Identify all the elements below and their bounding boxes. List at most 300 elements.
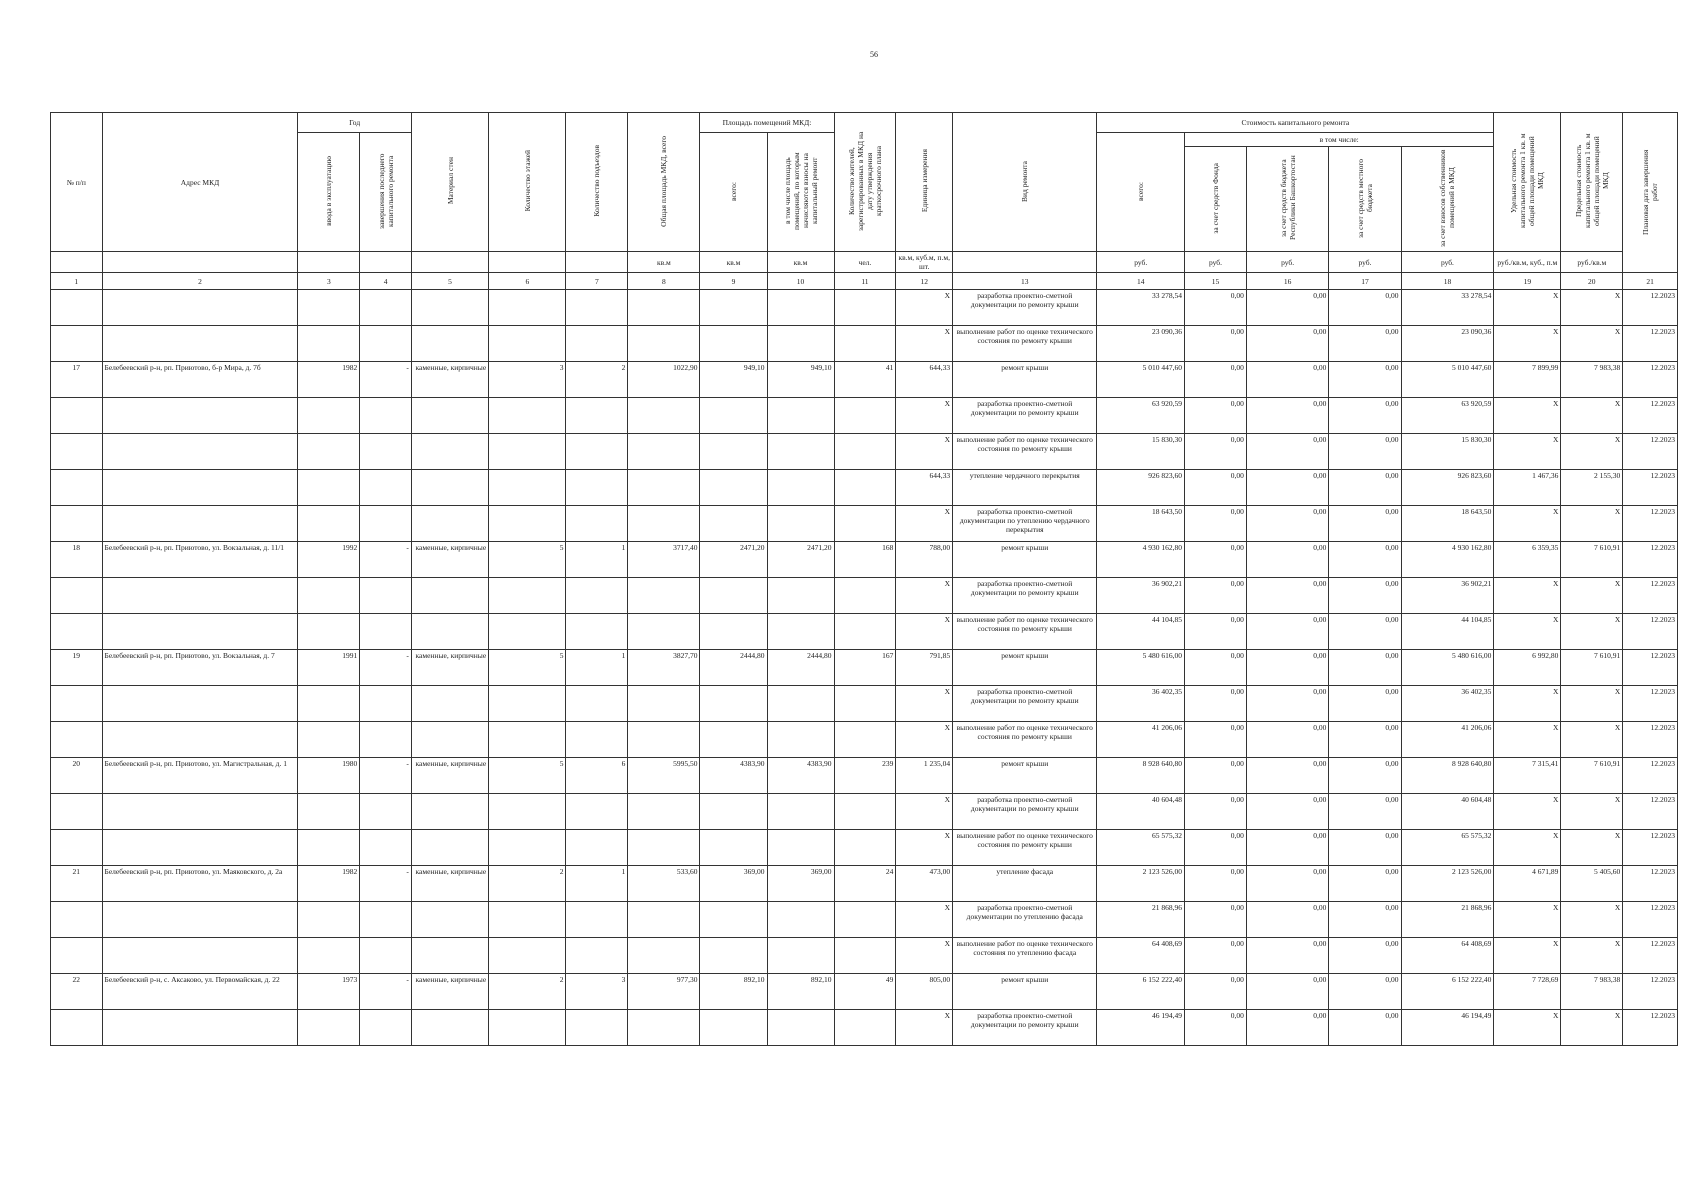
cell-total: 21 868,96: [1097, 902, 1185, 938]
unit-people: чел.: [834, 252, 896, 273]
header-cost-group: Стоимость капитального ремонта: [1097, 113, 1494, 133]
cell-material: каменные, кирпичные: [411, 542, 488, 578]
cell-unit: 644,33: [896, 362, 953, 398]
cell-res: 168: [834, 542, 896, 578]
cell-material: [411, 398, 488, 434]
cell-mc: X: [1561, 506, 1623, 542]
cell-address: Белебеевский р-н, рп. Приютово, ул. Магистральная, д. 1: [102, 758, 298, 794]
cell-last: [360, 434, 412, 470]
cell-res: 41: [834, 362, 896, 398]
column-number: 14: [1097, 273, 1185, 290]
cell-prem-r: [767, 614, 834, 650]
cell-prem-r: [767, 686, 834, 722]
cell-own: 44 104,85: [1401, 614, 1494, 650]
header-residents: Количество жителей, зарегистрированных в МКД на дату утверждения краткосрочного плана: [834, 113, 896, 252]
cell-year: [298, 830, 360, 866]
cell-mc: 7 610,91: [1561, 542, 1623, 578]
page-number: 56: [870, 50, 878, 59]
cell-material: [411, 506, 488, 542]
cell-uc: X: [1494, 938, 1561, 974]
cell-uc: X: [1494, 722, 1561, 758]
cell-last: [360, 578, 412, 614]
cell-year: [298, 614, 360, 650]
cell-no: [51, 578, 103, 614]
unit-rub-per-sqm: руб./кв.м: [1561, 252, 1623, 273]
cell-rep: 0,00: [1246, 686, 1328, 722]
cell-uc: 1 467,36: [1494, 470, 1561, 506]
cell-own: 41 206,06: [1401, 722, 1494, 758]
cell-material: [411, 290, 488, 326]
cell-year: [298, 722, 360, 758]
cell-own: 8 928 640,80: [1401, 758, 1494, 794]
cell-entr: [566, 1010, 628, 1046]
cell-total: 41 206,06: [1097, 722, 1185, 758]
cell-total: 44 104,85: [1097, 614, 1185, 650]
cell-no: [51, 722, 103, 758]
cell-loc: 0,00: [1329, 866, 1401, 902]
unit-rub: руб.: [1401, 252, 1494, 273]
column-number: 12: [896, 273, 953, 290]
cell-mc: X: [1561, 830, 1623, 866]
cell-floors: [489, 470, 566, 506]
cell-prem-r: 892,10: [767, 974, 834, 1010]
cell-date: 12.2023: [1623, 542, 1678, 578]
cell-last: [360, 686, 412, 722]
cell-material: [411, 794, 488, 830]
cell-total: 46 194,49: [1097, 1010, 1185, 1046]
cell-year: [298, 686, 360, 722]
cell-floors: [489, 830, 566, 866]
cell-loc: 0,00: [1329, 470, 1401, 506]
table-row: [51, 902, 1678, 938]
cell-last: [360, 398, 412, 434]
cell-date: 12.2023: [1623, 326, 1678, 362]
unit-cell: [953, 252, 1097, 273]
cell-prem-r: [767, 794, 834, 830]
cell-prem: [700, 290, 767, 326]
cell-last: [360, 902, 412, 938]
cell-fund: 0,00: [1185, 686, 1247, 722]
cell-own: 5 010 447,60: [1401, 362, 1494, 398]
cell-res: [834, 398, 896, 434]
cell-no: 20: [51, 758, 103, 794]
cell-material: [411, 326, 488, 362]
cell-entr: [566, 830, 628, 866]
header-max-cost: Предельная стоимость капитального ремонта 1 кв. м общей площади помещений МКД: [1561, 113, 1623, 252]
cell-res: 24: [834, 866, 896, 902]
cell-total: 6 152 222,40: [1097, 974, 1185, 1010]
cell-prem: [700, 470, 767, 506]
cell-prem-r: [767, 902, 834, 938]
cell-work: разработка проектно-сметной документации по ремонту крыши: [953, 686, 1097, 722]
table-row: [51, 362, 1678, 398]
cell-year: 1992: [298, 542, 360, 578]
cell-rep: 0,00: [1246, 470, 1328, 506]
cell-area: [628, 686, 700, 722]
header-total-area: Общая площадь МКД, всего: [628, 113, 700, 252]
unit-area: кв.м: [628, 252, 700, 273]
cell-entr: 1: [566, 542, 628, 578]
table-row: [51, 1010, 1678, 1046]
cell-unit: 1 235,04: [896, 758, 953, 794]
cell-uc: 7 899,99: [1494, 362, 1561, 398]
cell-work: выполнение работ по оценке технического состояния по утеплению фасада: [953, 938, 1097, 974]
cell-uc: X: [1494, 290, 1561, 326]
cell-unit: 644,33: [896, 470, 953, 506]
cell-material: каменные, кирпичные: [411, 650, 488, 686]
cell-unit: X: [896, 326, 953, 362]
cell-area: [628, 506, 700, 542]
cell-mc: X: [1561, 902, 1623, 938]
unit-rub: руб.: [1097, 252, 1185, 273]
cell-floors: 5: [489, 758, 566, 794]
cell-date: 12.2023: [1623, 470, 1678, 506]
cell-last: [360, 506, 412, 542]
cell-last: [360, 1010, 412, 1046]
cell-date: 12.2023: [1623, 830, 1678, 866]
cell-address: [102, 398, 298, 434]
cell-work: разработка проектно-сметной документации по ремонту крыши: [953, 398, 1097, 434]
cell-no: [51, 326, 103, 362]
cell-last: [360, 722, 412, 758]
cell-entr: 2: [566, 362, 628, 398]
cell-unit: 805,00: [896, 974, 953, 1010]
cell-loc: 0,00: [1329, 362, 1401, 398]
cell-year: [298, 578, 360, 614]
cell-entr: [566, 938, 628, 974]
cell-address: [102, 686, 298, 722]
unit-rub: руб.: [1329, 252, 1401, 273]
cell-loc: 0,00: [1329, 830, 1401, 866]
table-row: [51, 686, 1678, 722]
cell-res: [834, 902, 896, 938]
cell-floors: [489, 902, 566, 938]
cell-uc: 7 315,41: [1494, 758, 1561, 794]
cell-own: 64 408,69: [1401, 938, 1494, 974]
cell-floors: [489, 506, 566, 542]
cell-fund: 0,00: [1185, 578, 1247, 614]
table-row: [51, 830, 1678, 866]
cell-date: 12.2023: [1623, 866, 1678, 902]
cell-loc: 0,00: [1329, 650, 1401, 686]
cell-total: 36 902,21: [1097, 578, 1185, 614]
cell-res: [834, 794, 896, 830]
column-number: 8: [628, 273, 700, 290]
cell-last: [360, 470, 412, 506]
cell-loc: 0,00: [1329, 434, 1401, 470]
cell-mc: X: [1561, 434, 1623, 470]
cell-res: [834, 686, 896, 722]
cell-unit: X: [896, 398, 953, 434]
cell-address: [102, 470, 298, 506]
cell-fund: 0,00: [1185, 758, 1247, 794]
cell-prem: [700, 938, 767, 974]
cell-area: [628, 398, 700, 434]
cell-prem-r: [767, 1010, 834, 1046]
cell-uc: 4 671,89: [1494, 866, 1561, 902]
cell-no: [51, 794, 103, 830]
cell-prem-r: [767, 290, 834, 326]
column-number: 3: [298, 273, 360, 290]
cell-last: -: [360, 650, 412, 686]
cell-address: [102, 290, 298, 326]
cell-rep: 0,00: [1246, 866, 1328, 902]
cell-area: 533,60: [628, 866, 700, 902]
cell-uc: X: [1494, 686, 1561, 722]
cell-entr: [566, 326, 628, 362]
cell-area: [628, 1010, 700, 1046]
cell-no: [51, 938, 103, 974]
cell-last: [360, 614, 412, 650]
cell-no: 21: [51, 866, 103, 902]
cell-loc: 0,00: [1329, 326, 1401, 362]
cell-rep: 0,00: [1246, 578, 1328, 614]
cell-uc: X: [1494, 794, 1561, 830]
unit-rub: руб.: [1185, 252, 1247, 273]
cell-rep: 0,00: [1246, 938, 1328, 974]
cell-material: каменные, кирпичные: [411, 866, 488, 902]
header-no: № п/п: [51, 113, 103, 252]
cell-total: 64 408,69: [1097, 938, 1185, 974]
cell-unit: X: [896, 722, 953, 758]
cell-total: 36 402,35: [1097, 686, 1185, 722]
cell-mc: X: [1561, 938, 1623, 974]
cell-prem-r: 949,10: [767, 362, 834, 398]
cell-total: 4 930 162,80: [1097, 542, 1185, 578]
cell-res: [834, 938, 896, 974]
table-row: [51, 434, 1678, 470]
cell-fund: 0,00: [1185, 326, 1247, 362]
cell-uc: 7 728,69: [1494, 974, 1561, 1010]
cell-floors: 5: [489, 542, 566, 578]
cell-date: 12.2023: [1623, 614, 1678, 650]
cell-address: [102, 722, 298, 758]
cell-total: 40 604,48: [1097, 794, 1185, 830]
cell-loc: 0,00: [1329, 506, 1401, 542]
cell-work: ремонт крыши: [953, 362, 1097, 398]
cell-area: [628, 614, 700, 650]
cell-date: 12.2023: [1623, 398, 1678, 434]
cell-mc: X: [1561, 290, 1623, 326]
cell-material: каменные, кирпичные: [411, 362, 488, 398]
cell-material: [411, 902, 488, 938]
cell-address: Белебеевский р-н, рп. Приютово, ул. Вокзальная, д. 7: [102, 650, 298, 686]
cell-prem: 4383,90: [700, 758, 767, 794]
cell-unit: X: [896, 434, 953, 470]
cell-floors: [489, 578, 566, 614]
cell-unit: 791,85: [896, 650, 953, 686]
cell-no: [51, 614, 103, 650]
cell-no: [51, 1010, 103, 1046]
cell-last: [360, 938, 412, 974]
header-cost-owners: за счет взносов собственников помещений в МКД: [1401, 147, 1494, 252]
cell-mc: X: [1561, 794, 1623, 830]
cell-fund: 0,00: [1185, 506, 1247, 542]
cell-prem-r: 2444,80: [767, 650, 834, 686]
header-entrances: Количество подъездов: [566, 113, 628, 252]
unit-area: кв.м: [767, 252, 834, 273]
cell-uc: 6 992,80: [1494, 650, 1561, 686]
cell-fund: 0,00: [1185, 470, 1247, 506]
cell-own: 63 920,59: [1401, 398, 1494, 434]
cell-no: 22: [51, 974, 103, 1010]
cell-no: [51, 506, 103, 542]
cell-fund: 0,00: [1185, 794, 1247, 830]
cell-area: [628, 938, 700, 974]
cell-work: утепление чердачного перекрытия: [953, 470, 1097, 506]
cell-own: 36 402,35: [1401, 686, 1494, 722]
cell-fund: 0,00: [1185, 362, 1247, 398]
cell-total: 65 575,32: [1097, 830, 1185, 866]
cell-prem-r: 2471,20: [767, 542, 834, 578]
cell-material: [411, 722, 488, 758]
table-row: [51, 650, 1678, 686]
cell-prem: [700, 686, 767, 722]
cell-loc: 0,00: [1329, 686, 1401, 722]
cell-fund: 0,00: [1185, 542, 1247, 578]
column-number: 11: [834, 273, 896, 290]
cell-total: 18 643,50: [1097, 506, 1185, 542]
cell-prem-r: 4383,90: [767, 758, 834, 794]
cell-loc: 0,00: [1329, 614, 1401, 650]
cell-mc: X: [1561, 1010, 1623, 1046]
cell-loc: 0,00: [1329, 542, 1401, 578]
cell-own: 6 152 222,40: [1401, 974, 1494, 1010]
cell-rep: 0,00: [1246, 722, 1328, 758]
cell-work: выполнение работ по оценке технического состояния по ремонту крыши: [953, 722, 1097, 758]
header-year-last-repair: завершения последнего капитального ремонта: [360, 133, 412, 252]
table-row: [51, 290, 1678, 326]
cell-prem-r: [767, 398, 834, 434]
cell-date: 12.2023: [1623, 722, 1678, 758]
header-year-commission: ввода в эксплуатацию: [298, 133, 360, 252]
cell-uc: X: [1494, 902, 1561, 938]
cell-mc: X: [1561, 722, 1623, 758]
cell-total: 15 830,30: [1097, 434, 1185, 470]
cell-unit: X: [896, 506, 953, 542]
cell-year: [298, 794, 360, 830]
unit-cell: [489, 252, 566, 273]
cell-prem: [700, 722, 767, 758]
cell-date: 12.2023: [1623, 506, 1678, 542]
cell-prem: [700, 434, 767, 470]
cell-mc: X: [1561, 686, 1623, 722]
cell-year: [298, 938, 360, 974]
cell-loc: 0,00: [1329, 902, 1401, 938]
cell-uc: X: [1494, 830, 1561, 866]
cell-rep: 0,00: [1246, 830, 1328, 866]
cell-res: [834, 434, 896, 470]
cell-address: Белебеевский р-н, с. Аксаково, ул. Первомайская, д. 22: [102, 974, 298, 1010]
cell-own: 33 278,54: [1401, 290, 1494, 326]
cell-mc: 7 610,91: [1561, 650, 1623, 686]
column-number-row: [51, 273, 1678, 290]
table-row: [51, 326, 1678, 362]
column-number: 2: [102, 273, 298, 290]
cell-work: ремонт крыши: [953, 758, 1097, 794]
unit-cell: [360, 252, 412, 273]
cell-area: [628, 902, 700, 938]
cell-date: 12.2023: [1623, 1010, 1678, 1046]
table-row: [51, 470, 1678, 506]
unit-rub-per-area: руб./кв.м, куб., п.м: [1494, 252, 1561, 273]
cell-address: [102, 902, 298, 938]
cell-uc: X: [1494, 578, 1561, 614]
column-number: 16: [1246, 273, 1328, 290]
cell-floors: [489, 794, 566, 830]
cell-year: [298, 902, 360, 938]
cell-date: 12.2023: [1623, 578, 1678, 614]
header-premises-residents: в том числе площадь помещений, по которым начисляются взносы на капитальный ремонт: [767, 133, 834, 252]
cell-prem: 949,10: [700, 362, 767, 398]
cell-work: ремонт крыши: [953, 650, 1097, 686]
cell-material: [411, 830, 488, 866]
cell-rep: 0,00: [1246, 326, 1328, 362]
cell-res: 239: [834, 758, 896, 794]
cell-mc: X: [1561, 578, 1623, 614]
cell-rep: 0,00: [1246, 1010, 1328, 1046]
cell-prem: [700, 506, 767, 542]
cell-area: [628, 830, 700, 866]
header-year-group: Год: [298, 113, 411, 133]
cell-entr: [566, 722, 628, 758]
cell-area: [628, 722, 700, 758]
unit-cell: [102, 252, 298, 273]
cell-material: каменные, кирпичные: [411, 974, 488, 1010]
cell-address: [102, 506, 298, 542]
cell-area: 5995,50: [628, 758, 700, 794]
cell-entr: [566, 902, 628, 938]
table-row: [51, 578, 1678, 614]
header-wall-material: Материал стен: [411, 113, 488, 252]
cell-rep: 0,00: [1246, 362, 1328, 398]
cell-prem-r: [767, 830, 834, 866]
cell-rep: 0,00: [1246, 290, 1328, 326]
cell-own: 4 930 162,80: [1401, 542, 1494, 578]
cell-floors: [489, 722, 566, 758]
cell-address: Белебеевский р-н, рп. Приютово, б-р Мира, д. 7б: [102, 362, 298, 398]
cell-mc: 2 155,30: [1561, 470, 1623, 506]
cell-entr: [566, 686, 628, 722]
cell-res: [834, 830, 896, 866]
cell-year: [298, 290, 360, 326]
column-number: 15: [1185, 273, 1247, 290]
cell-unit: X: [896, 938, 953, 974]
cell-address: [102, 830, 298, 866]
cell-fund: 0,00: [1185, 398, 1247, 434]
cell-no: [51, 470, 103, 506]
cell-entr: [566, 506, 628, 542]
cell-mc: X: [1561, 398, 1623, 434]
cell-no: 18: [51, 542, 103, 578]
cell-area: [628, 470, 700, 506]
cell-material: [411, 938, 488, 974]
cell-fund: 0,00: [1185, 614, 1247, 650]
cell-area: 3827,70: [628, 650, 700, 686]
cell-date: 12.2023: [1623, 434, 1678, 470]
header-cost-fund: за счет средств Фонда: [1185, 147, 1247, 252]
cell-uc: X: [1494, 1010, 1561, 1046]
cell-prem-r: [767, 470, 834, 506]
column-number: 17: [1329, 273, 1401, 290]
cell-year: [298, 398, 360, 434]
column-number: 5: [411, 273, 488, 290]
cell-floors: [489, 290, 566, 326]
cell-last: -: [360, 362, 412, 398]
cell-unit: X: [896, 1010, 953, 1046]
cell-unit: X: [896, 686, 953, 722]
cell-prem-r: [767, 326, 834, 362]
